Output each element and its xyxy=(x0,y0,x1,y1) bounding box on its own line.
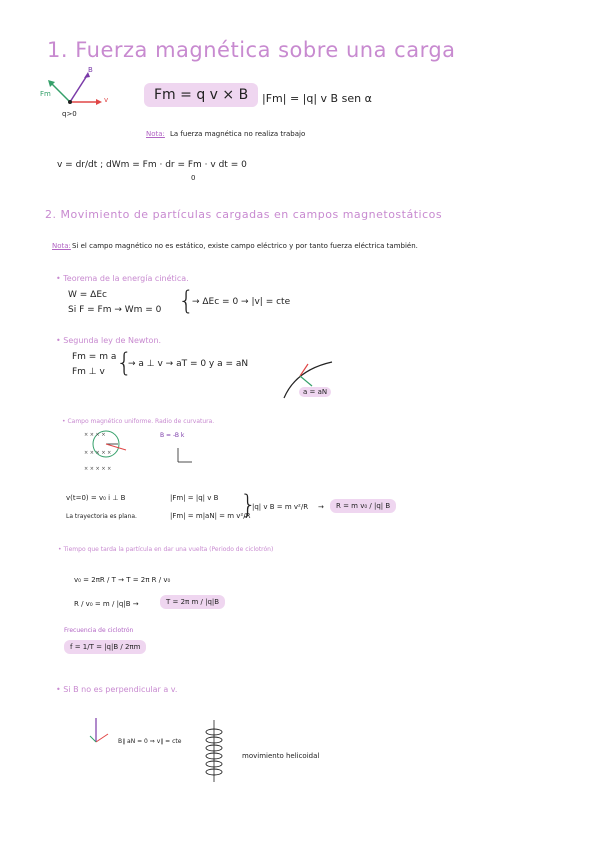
radius-result: R = m v₀ / |q| B xyxy=(330,499,396,513)
newton-line-2: Fm ⊥ v xyxy=(72,367,105,377)
period-line-1: v₀ = 2πR / T → T = 2π R / v₀ xyxy=(74,576,171,584)
v-par-line xyxy=(90,736,96,742)
cyclotron-frequency: f = 1/T = |q|B / 2πm xyxy=(64,640,146,654)
kinetic-brace: { xyxy=(178,286,195,316)
note-text: La fuerza magnética no realiza trabajo xyxy=(170,130,306,138)
v-label: v xyxy=(104,96,109,104)
fm-magnitude-1: |Fm| = |q| v B xyxy=(170,494,219,502)
period-line-2: R / v₀ = m / |q|B → xyxy=(74,600,139,608)
kinetic-line-2: Si F = Fm → Wm = 0 xyxy=(68,305,162,315)
svg-text:× × × × ×: × × × × × xyxy=(84,466,112,472)
kinetic-energy-title: • Teorema de la energía cinética. xyxy=(56,274,189,283)
helix-sketch xyxy=(200,718,230,784)
v-vector-head xyxy=(96,99,102,105)
section2-note-label: Nota: xyxy=(52,242,71,250)
newton-brace: { xyxy=(116,348,133,378)
work-equation: v = dr/dt ; dWm = Fm · dr = Fm · v dt = 0 xyxy=(57,160,247,170)
fm-magnitude-2: |Fm| = m|aN| = m v²/R xyxy=(170,512,251,520)
normal-a-line xyxy=(300,376,312,386)
radius-brace: } xyxy=(240,490,257,520)
force-magnitude: |Fm| = |q| v B sen α xyxy=(262,92,372,105)
svg-text:× × × ×: × × × × xyxy=(84,432,106,438)
b-direction: B = -B k xyxy=(160,432,185,439)
axes-sketch xyxy=(168,444,198,468)
decomposition-sketch xyxy=(80,712,120,754)
svg-text:× × × × ×: × × × × × xyxy=(84,450,112,456)
b-vector-line xyxy=(70,74,88,102)
newton-result: → a ⊥ v → aT = 0 y a = aN xyxy=(128,359,249,369)
kinetic-result: → ΔEc = 0 → |v| = cte xyxy=(192,297,291,307)
b-label: B xyxy=(88,66,93,74)
fm-label: Fm xyxy=(40,90,51,98)
v-perp-line xyxy=(96,734,108,742)
uniform-field-title: • Campo magnético uniforme. Radio de curvatura. xyxy=(62,418,215,425)
note-label: Nota: xyxy=(146,130,165,138)
newton-line-1: Fm = m a xyxy=(72,352,117,362)
radius-equation: |q| v B = m v²/R xyxy=(252,503,309,511)
fm-vector-line xyxy=(50,82,70,102)
section2-title: 2. Movimiento de partículas cargadas en campos magnetostáticos xyxy=(45,208,443,221)
planar-trajectory: La trayectoria es plana. xyxy=(66,513,137,520)
helix-label: movimiento helicoidal xyxy=(242,752,320,760)
a-equals-an-label: a = aN xyxy=(299,387,331,397)
section2-note-text: Si el campo magnético no es estático, existe campo eléctrico y por tanto fuerza eléctrica también. xyxy=(72,242,418,250)
radius-arrow: → xyxy=(318,503,324,511)
section1-title: 1. Fuerza magnética sobre una carga xyxy=(47,38,456,62)
cyclotron-frequency-title: Frecuencia de ciclotrón xyxy=(64,627,134,634)
cyclotron-period-title: • Tiempo que tarda la partícula en dar una vuelta (Periodo de ciclotrón) xyxy=(58,546,274,553)
non-perpendicular-title: • Si B no es perpendicular a v. xyxy=(56,685,178,694)
zero-label: 0 xyxy=(191,174,196,182)
period-result: T = 2π m / |q|B xyxy=(160,595,225,609)
charge-dot xyxy=(68,100,72,104)
initial-velocity: v(t=0) = v₀ i ⊥ B xyxy=(66,494,126,502)
uniform-field-sketch xyxy=(80,428,162,476)
parallel-component-note: B∥ aN = 0 ⇒ v∥ = cte xyxy=(118,738,182,745)
q-label: q>0 xyxy=(62,110,77,118)
kinetic-line-1: W = ΔEc xyxy=(68,290,107,300)
newton-law-title: • Segunda ley de Newton. xyxy=(56,336,162,345)
lorentz-force-formula: Fm = q v × B xyxy=(144,83,258,107)
